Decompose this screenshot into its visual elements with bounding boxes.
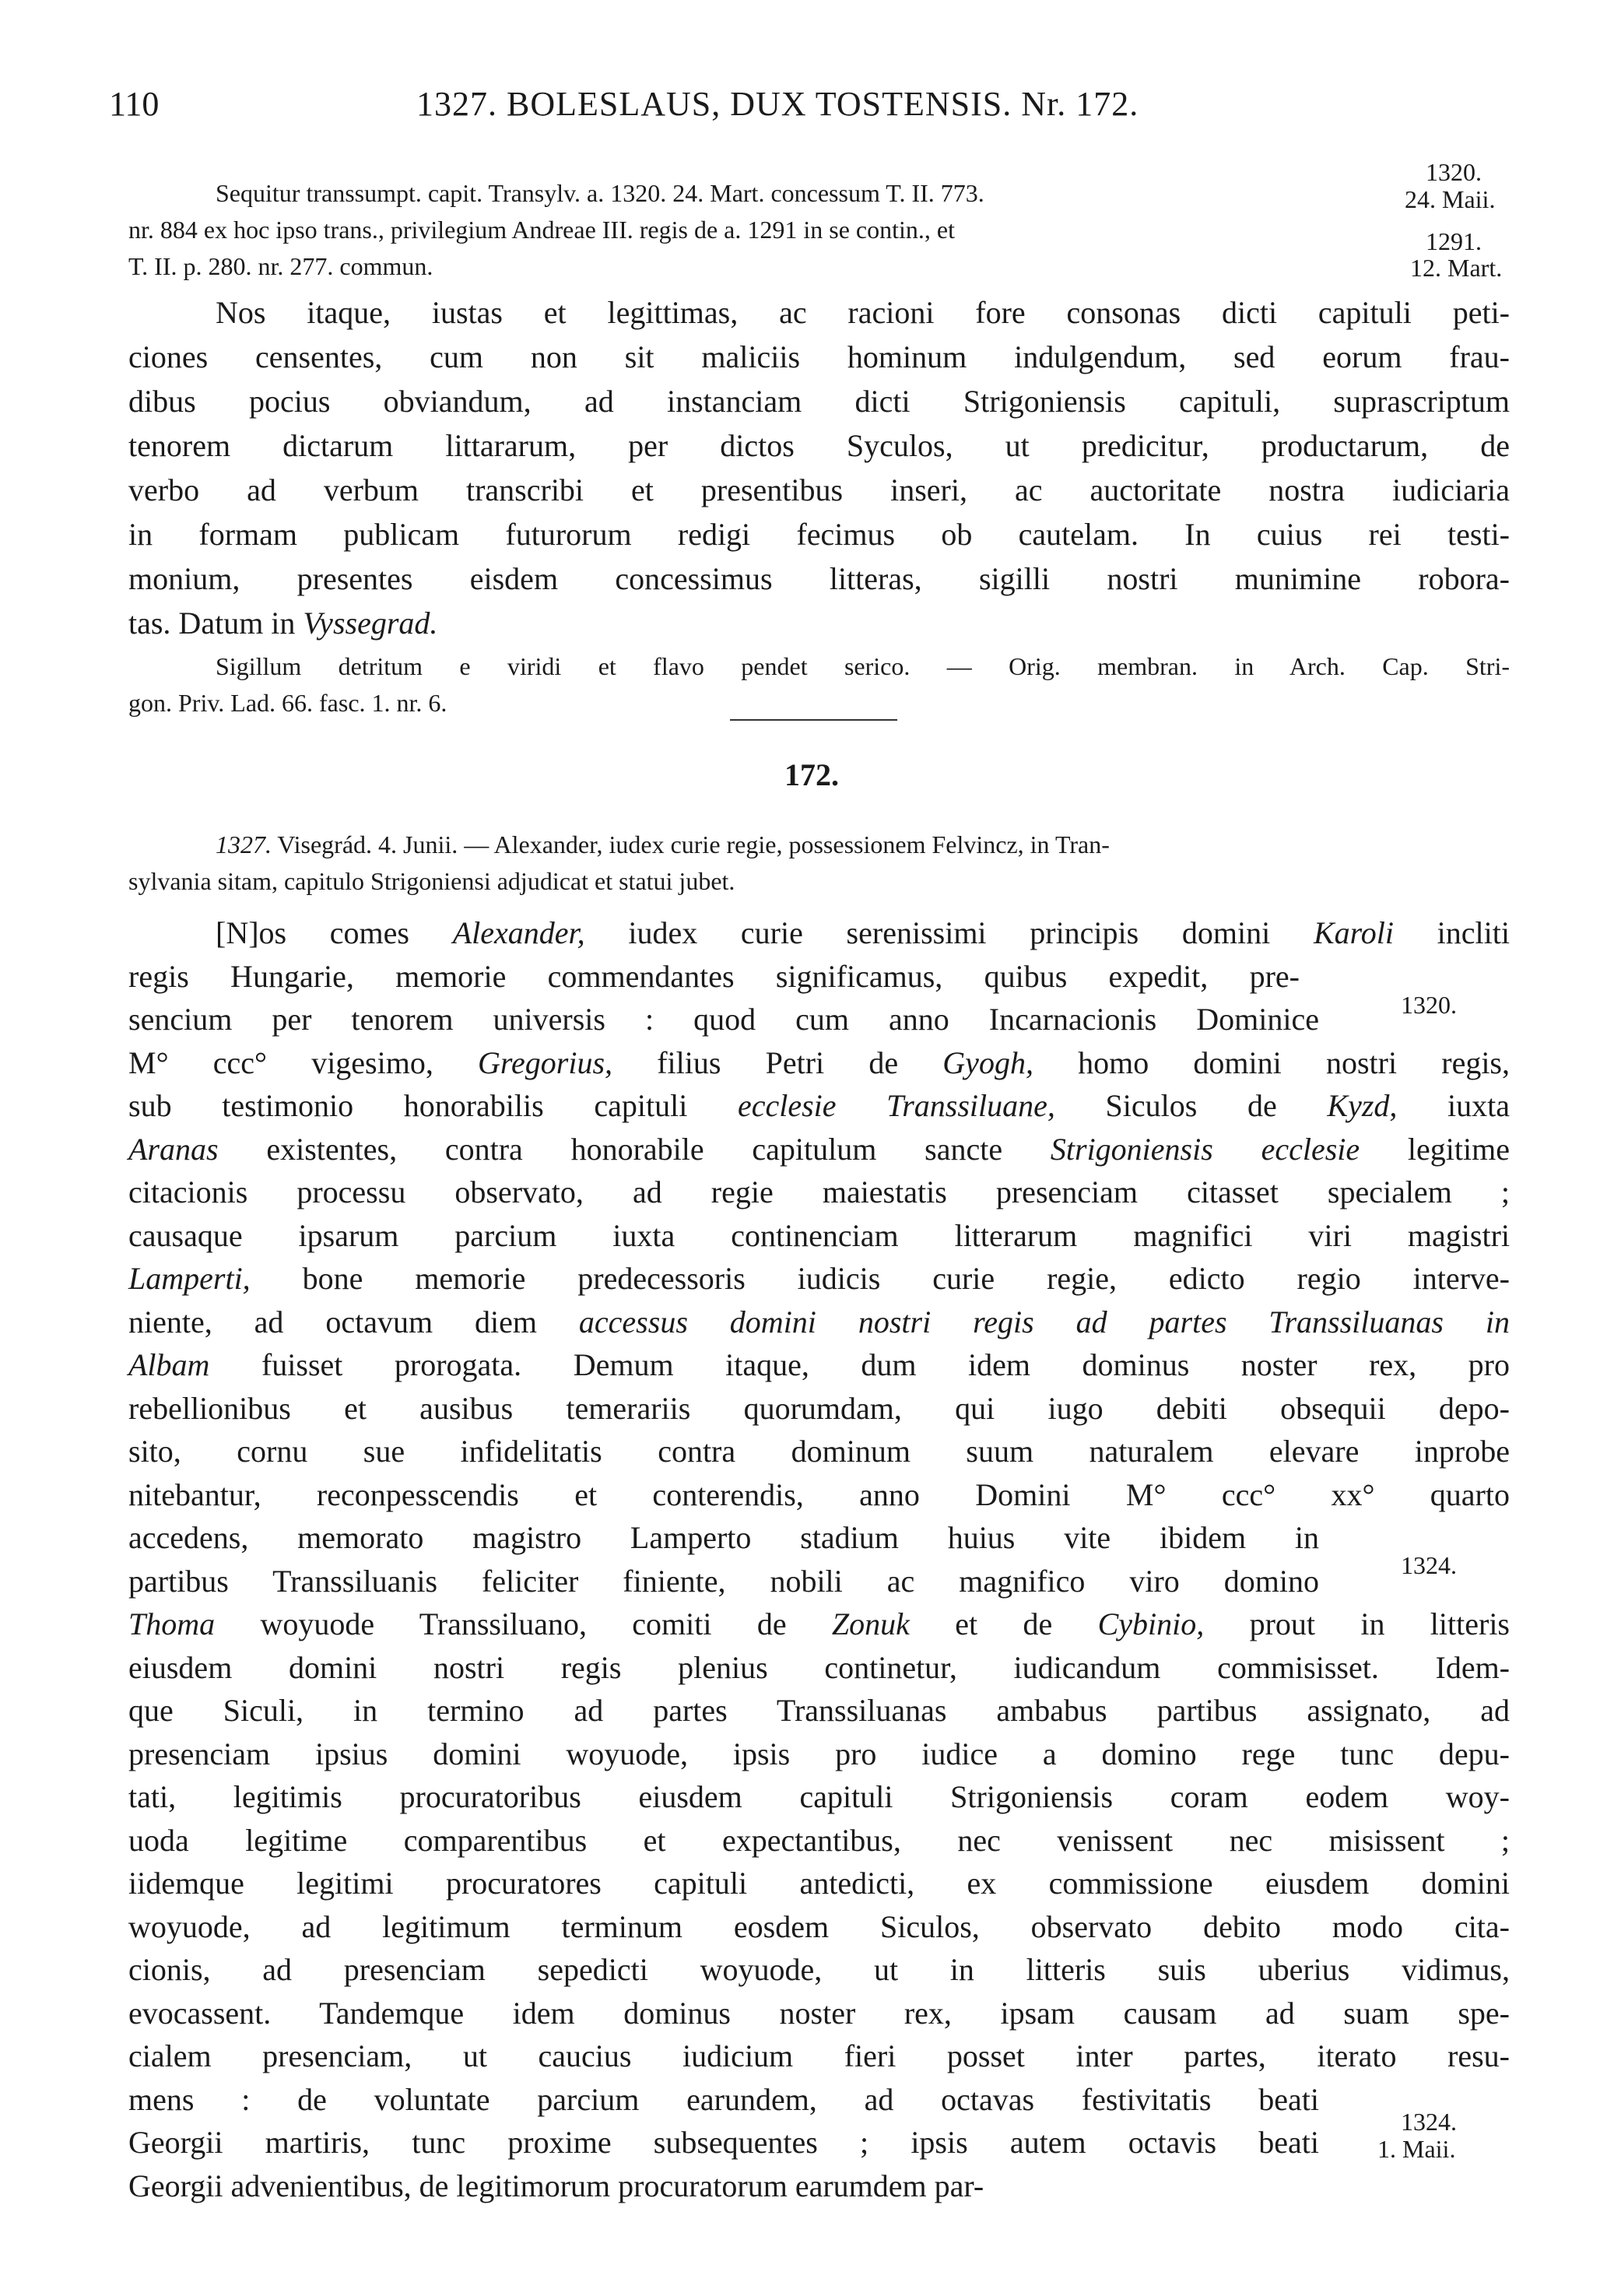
text-line xyxy=(128,2124,1319,2161)
text-segment: que Siculi, in termino ad partes Transsiluanas ambabus partibus assignato, ad xyxy=(128,1693,1510,1728)
text-segment: nitebantur, reconpesscendis et conterendis, anno Domini M° ccc° xx° quarto xyxy=(128,1476,1510,1512)
text-line xyxy=(128,1908,1510,1945)
text-segment: accedens, memorato magistro Lamperto stadium huius vite ibidem in xyxy=(128,1520,1319,1555)
text-segment: sub testimonio honorabilis capituli xyxy=(128,1088,738,1123)
text-line xyxy=(128,1260,1510,1297)
italic-term: Kyzd, xyxy=(1327,1088,1398,1123)
text-line: Nos itaque, iustas et legittimas, ac racioni fore consonas dicti capituli peti- xyxy=(216,295,1510,330)
margin-date: 1291. xyxy=(1426,227,1482,255)
text-line xyxy=(128,2081,1319,2118)
text-line xyxy=(128,1131,1510,1167)
regest-text: Visegrád. 4. Junii. — Alexander, iudex curie regie, possessionem Felvincz, in Tran- xyxy=(272,830,1110,858)
italic-term: Aranas xyxy=(128,1131,219,1167)
text-line xyxy=(128,1736,1510,1772)
text-segment: [N]os comes xyxy=(216,915,453,950)
text-segment: sito, cornu sue infidelitatis contra dominum suum naturalem elevare inprobe xyxy=(128,1434,1510,1469)
text-segment: iuxta xyxy=(1397,1088,1511,1123)
text-segment: niente, ad octavum diem xyxy=(128,1304,579,1339)
text-line xyxy=(128,1217,1510,1254)
italic-term: ecclesie Transsiluane, xyxy=(737,1088,1055,1123)
note-top-line: Sequitur transsumpt. capit. Transylv. a. 1320. 24. Mart. concessum T. II. 773. xyxy=(216,179,984,207)
text-segment: woyuode, ad legitimum terminum eosdem Siculos, observato debito modo cita- xyxy=(128,1908,1510,1944)
text-segment: sencium per tenorem universis : quod cum anno Incarnacionis Dominice xyxy=(128,1002,1319,1037)
italic-term: accessus domini nostri regis ad partes Transsiluanas in xyxy=(578,1304,1511,1339)
text-line xyxy=(128,1865,1510,1901)
text-line xyxy=(128,1822,1510,1859)
text-segment: presenciam ipsius domini woyuode, ipsis pro iudice a domino rege tunc depu- xyxy=(128,1736,1510,1771)
italic-term: Albam xyxy=(128,1347,210,1382)
text-segment: evocassent. Tandemque idem dominus noster rex, ipsam causam ad suam spe- xyxy=(128,1995,1510,2031)
text-line: ciones censentes, cum non sit maliciis hominum indulgendum, sed eorum frau- xyxy=(128,339,1510,374)
text-segment: filius Petri de xyxy=(612,1044,943,1080)
text-line xyxy=(128,1778,1510,1815)
margin-date: 1324. xyxy=(1401,2108,1457,2136)
text-line xyxy=(128,1433,1510,1469)
note-top-line: T. II. p. 280. nr. 277. commun. xyxy=(128,252,433,280)
italic-term: Strigoniensis ecclesie xyxy=(1050,1131,1360,1167)
text-segment: mens : de voluntate parcium earundem, ad octavas festivitatis beati xyxy=(128,2081,1319,2117)
text-segment: cialem presenciam, ut caucius iudicium fieri posset inter partes, iterato resu- xyxy=(128,2038,1510,2073)
text-segment: M° ccc° vigesimo, xyxy=(128,1044,479,1080)
text-line xyxy=(128,1390,1510,1427)
text-line: tenorem dictarum littararum, per dictos Syculos, ut predicitur, productarum, de xyxy=(128,428,1510,463)
italic-term: Cybinio, xyxy=(1097,1606,1205,1641)
text-line xyxy=(216,915,1510,951)
text-line: monium, presentes eisdem concessimus litteras, sigilli nostri munimine robora- xyxy=(128,561,1510,596)
regest-line xyxy=(216,830,1510,859)
text-line xyxy=(128,1304,1510,1340)
place-name: Vyssegrad. xyxy=(303,606,438,641)
text-segment: rebellionibus et ausibus temerariis quorumdam, qui iugo debiti obsequii depo- xyxy=(128,1390,1510,1426)
margin-date: 1320. xyxy=(1401,991,1457,1019)
text-segment: et de xyxy=(909,1606,1098,1641)
text-segment: eiusdem domini nostri regis plenius continetur, iudicandum commisisset. Idem- xyxy=(128,1649,1510,1685)
running-header xyxy=(109,84,1479,139)
text-line xyxy=(128,1649,1510,1686)
text-segment: Georgii advenientibus, de legitimorum procuratorum earumdem par- xyxy=(128,2168,984,2203)
page-number: 110 xyxy=(109,85,160,123)
text-segment: citacionis processu observato, ad regie maiestatis presenciam citasset specialem ; xyxy=(128,1174,1510,1209)
text-line xyxy=(128,958,1300,995)
regest-date: 1327. xyxy=(216,830,272,858)
text-line: dibus pocius obviandum, ad instanciam dicti Strigoniensis capituli, suprascriptum xyxy=(128,384,1510,419)
text-segment: Georgii martiris, tunc proxime subsequentes ; ipsis autem octavis beati xyxy=(128,2125,1319,2160)
text-line xyxy=(128,2038,1510,2074)
text-segment: iudex curie serenissimi principis domini xyxy=(584,915,1314,950)
text-segment: causaque ipsarum parcium iuxta continenciam litterarum magnifici viri magistri xyxy=(128,1217,1510,1253)
margin-date: 12. Mart. xyxy=(1410,254,1503,282)
separator-rule xyxy=(730,719,897,721)
margin-date: 24. Maii. xyxy=(1405,185,1496,213)
document-number: 172. xyxy=(784,757,839,792)
text-segment: homo domini nostri regis, xyxy=(1033,1044,1511,1080)
text-segment: fuisset prorogata. Demum itaque, dum idem dominus noster rex, pro xyxy=(209,1347,1510,1382)
text-segment: woyuode Transsiluano, comiti de xyxy=(215,1606,832,1641)
text-segment: uoda legitime comparentibus et expectantibus, nec venissent nec misissent ; xyxy=(128,1822,1510,1858)
text-segment: bone memorie predecessoris iudicis curie regie, edicto regio interve- xyxy=(250,1261,1510,1296)
note-top-line: nr. 884 ex hoc ipso trans., privilegium Andreae III. regis de a. 1291 in se contin., et xyxy=(128,216,955,244)
margin-date: 1. Maii. xyxy=(1377,2135,1456,2163)
text-line: in formam publicam futurorum redigi fecimus ob cautelam. In cuius rei testi- xyxy=(128,517,1510,552)
text-line xyxy=(128,1995,1510,2031)
text-line xyxy=(128,2168,984,2204)
text-line xyxy=(128,1606,1510,1642)
text-line xyxy=(128,1519,1319,1556)
italic-term: Zonuk xyxy=(831,1606,910,1641)
text-segment: existentes, contra honorabile capitulum sancte xyxy=(218,1131,1051,1167)
text-line-last xyxy=(128,605,437,641)
text-line xyxy=(128,1087,1510,1124)
text-line xyxy=(128,1001,1319,1037)
note-seal-line: Sigillum detritum e viridi et flavo pendet serico. — Orig. membran. in Arch. Cap. Stri- xyxy=(216,652,1510,680)
text-line xyxy=(128,1563,1319,1599)
header-title: 1327. BOLESLAUS, DUX TOSTENSIS. Nr. 172. xyxy=(416,85,1139,123)
margin-date: 1320. xyxy=(1426,158,1482,186)
text-segment: prout in litteris xyxy=(1204,1606,1510,1641)
text-line xyxy=(128,1951,1510,1988)
italic-term: Lamperti, xyxy=(128,1261,251,1296)
text-line xyxy=(128,1476,1510,1513)
regest-line: sylvania sitam, capitulo Strigoniensi adjudicat et statui jubet. xyxy=(128,867,735,895)
text-line: verbo ad verbum transcribi et presentibus inseri, ac auctoritate nostra iudiciaria xyxy=(128,472,1510,507)
text-segment: legitime xyxy=(1360,1131,1510,1167)
text-line xyxy=(128,1346,1510,1383)
text-line xyxy=(128,1044,1510,1081)
italic-term: Gyogh, xyxy=(942,1044,1033,1080)
text-segment: incliti xyxy=(1393,915,1510,950)
italic-term: Karoli xyxy=(1313,915,1394,950)
text-segment: Siculos de xyxy=(1054,1088,1328,1123)
text-segment: iidemque legitimi procuratores capituli antedicti, ex commissione eiusdem domini xyxy=(128,1866,1510,1901)
italic-term: Gregorius, xyxy=(478,1044,613,1080)
text-segment: tati, legitimis procuratoribus eiusdem capituli Strigoniensis coram eodem woy- xyxy=(128,1779,1510,1814)
text-segment: regis Hungarie, memorie commendantes significamus, quibus expedit, pre- xyxy=(128,958,1300,994)
text-line xyxy=(128,1174,1510,1210)
text-line xyxy=(128,1692,1510,1729)
margin-date: 1324. xyxy=(1401,1551,1457,1579)
note-seal-line: gon. Priv. Lad. 66. fasc. 1. nr. 6. xyxy=(128,689,447,717)
text-segment: tas. Datum in xyxy=(128,606,304,641)
text-segment: cionis, ad presenciam sepedicti woyuode, ut in litteris suis uberius vidimus, xyxy=(128,1952,1510,1987)
text-segment: partibus Transsiluanis feliciter finiente, nobili ac magnifico viro domino xyxy=(128,1563,1319,1599)
italic-term: Alexander, xyxy=(452,915,585,950)
italic-term: Thoma xyxy=(128,1606,216,1641)
